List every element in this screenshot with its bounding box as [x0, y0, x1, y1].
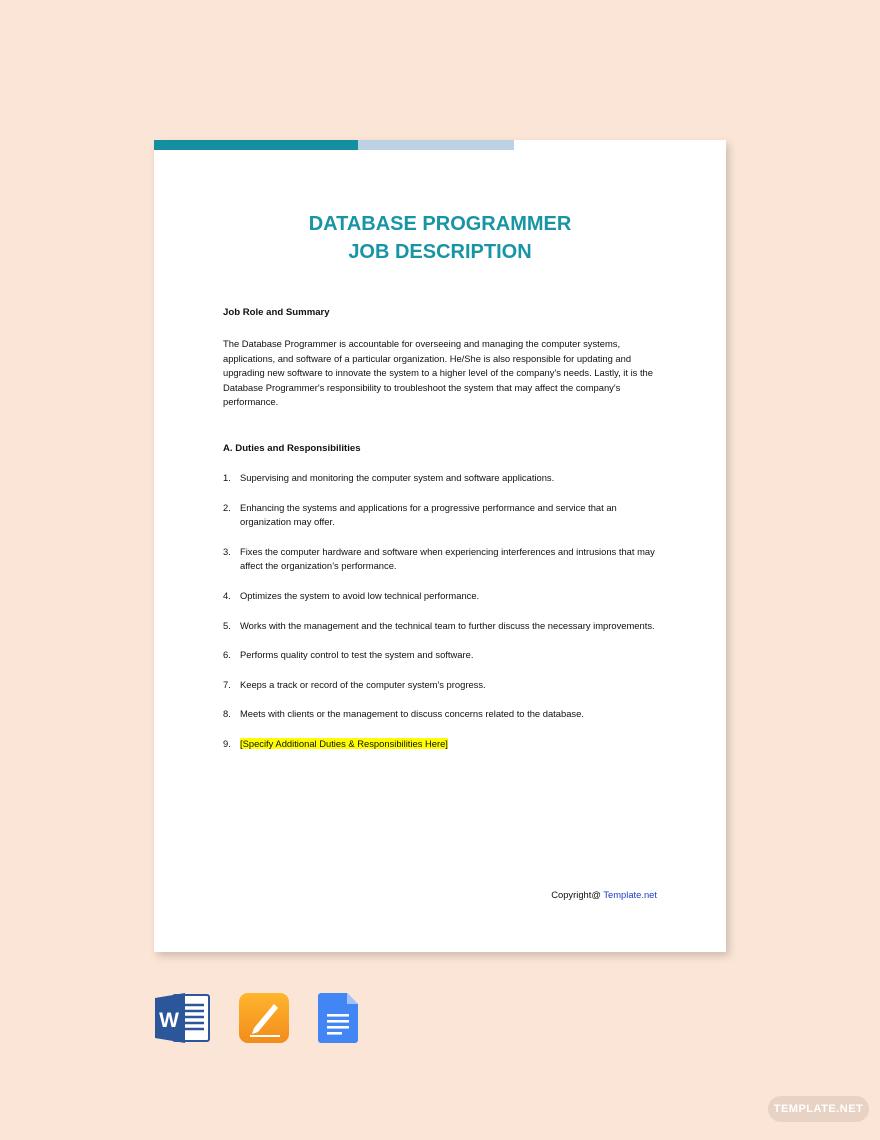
- google-docs-icon[interactable]: [318, 992, 360, 1049]
- header-bar-teal: [154, 140, 358, 150]
- list-text: Fixes the computer hardware and software when experiencing interferences and intrusions that may affect the organization’s performance.: [240, 545, 655, 572]
- document-page: [154, 140, 726, 952]
- list-text: Keeps a track or record of the computer system's progress.: [240, 678, 486, 690]
- list-item: [223, 471, 663, 486]
- duties-list: [223, 471, 663, 752]
- list-item: [223, 619, 663, 634]
- word-icon[interactable]: [155, 992, 211, 1049]
- list-number: 5.: [223, 619, 231, 631]
- list-number: 4.: [223, 589, 231, 601]
- list-text: Performs quality control to test the system and software.: [240, 649, 474, 661]
- list-number: 9.: [223, 737, 231, 749]
- list-item: [223, 678, 663, 693]
- highlighted-placeholder: [Specify Additional Duties & Responsibilities Here]: [240, 737, 448, 749]
- list-item: [223, 648, 663, 663]
- copyright-line: [551, 889, 657, 900]
- list-text: Supervising and monitoring the computer system and software applications.: [240, 471, 555, 483]
- watermark-badge: TEMPLATE.NET: [768, 1096, 869, 1122]
- section-heading-duties: A. Duties and Responsibilities: [223, 442, 361, 454]
- list-number: 8.: [223, 708, 231, 720]
- list-number: 1.: [223, 471, 231, 483]
- list-text: Optimizes the system to avoid low technical performance.: [240, 589, 480, 601]
- copyright-prefix: Copyright@: [551, 889, 604, 900]
- list-number: 6.: [223, 649, 231, 661]
- list-text: Works with the management and the technical team to further discuss the necessary improvements.: [240, 619, 655, 631]
- list-number: 3.: [223, 545, 231, 557]
- copyright-link[interactable]: Template.net: [603, 889, 657, 900]
- list-item: [223, 501, 663, 530]
- summary-paragraph: The Database Programmer is accountable for overseeing and managing the computer systems, applications, and software of a particular organization. He/She is also responsible for updating and upgrading new software to innovate the system to a higher level of the company's needs. Lastly, it is the Database Programmer's responsibility to troubleshoot the system that may affect the company's performance.: [223, 338, 653, 408]
- document-body: [223, 307, 663, 767]
- list-text: Enhancing the systems and applications for a progressive performance and service that an organization may offer.: [240, 501, 617, 528]
- list-text: Meets with clients or the management to discuss concerns related to the database.: [240, 708, 584, 720]
- list-item: [223, 737, 663, 752]
- header-bar-light: [358, 140, 514, 150]
- document-title: [154, 210, 726, 266]
- section-heading-summary: Job Role and Summary: [223, 307, 330, 318]
- title-line-1: DATABASE PROGRAMMER: [308, 213, 572, 235]
- word-letter: W: [159, 1009, 179, 1032]
- list-item: [223, 589, 663, 604]
- list-number: 7.: [223, 678, 231, 690]
- title-line-2: JOB DESCRIPTION: [348, 241, 532, 263]
- list-item: [223, 707, 663, 722]
- list-number: 2.: [223, 501, 231, 513]
- list-item: [223, 545, 663, 574]
- pages-icon[interactable]: [238, 992, 290, 1049]
